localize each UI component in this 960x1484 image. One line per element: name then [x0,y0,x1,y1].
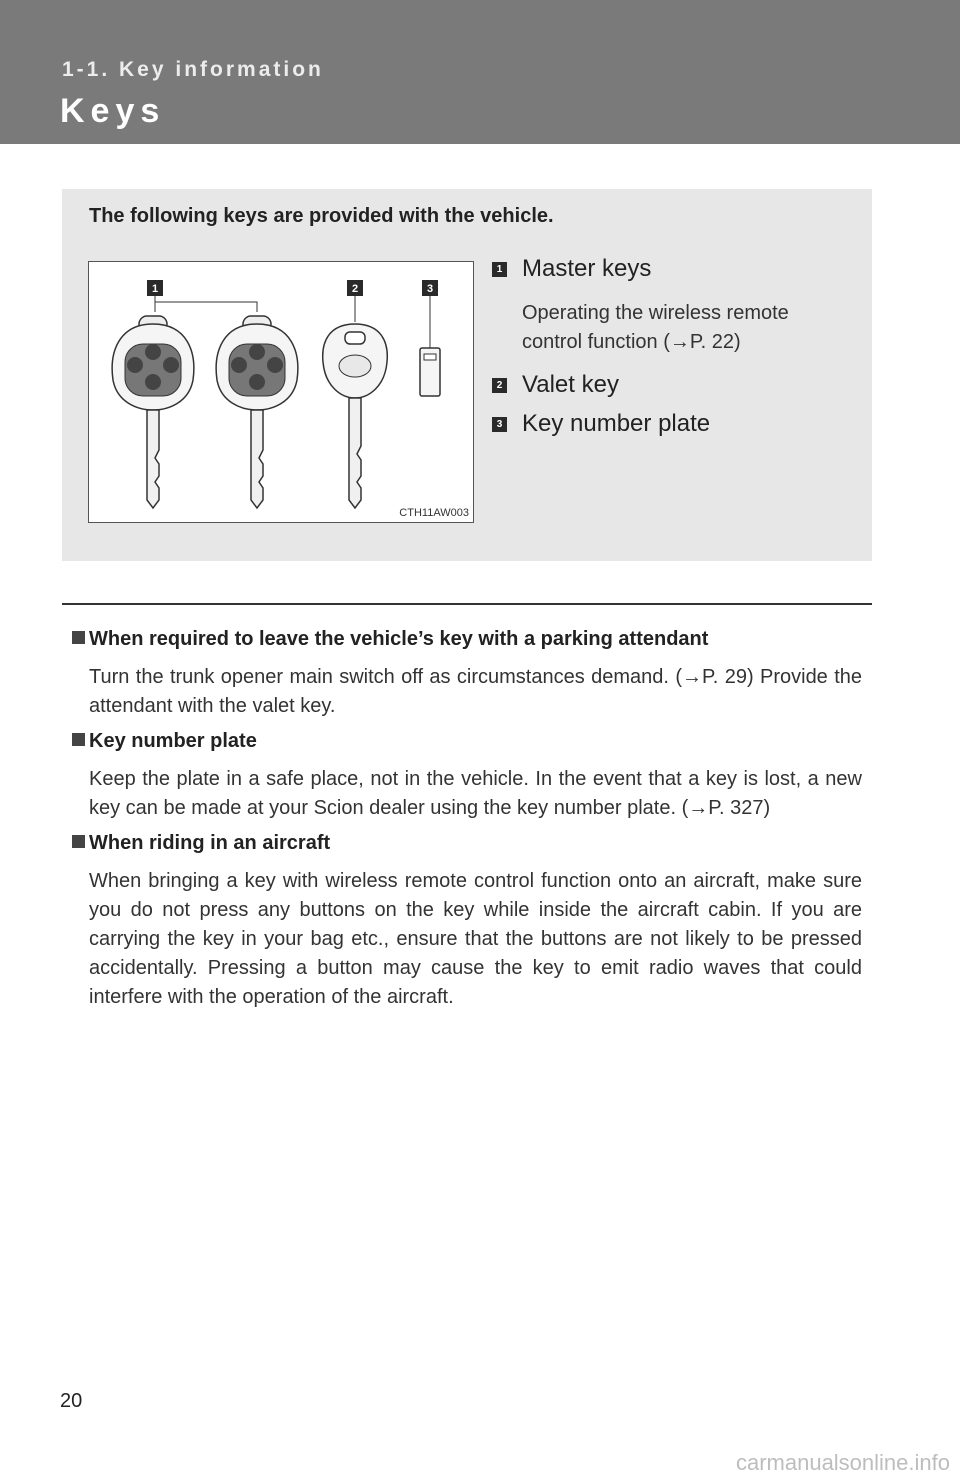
note-heading [72,730,862,753]
figure-code: CTH11AW003 [399,507,469,519]
master-key-1 [112,316,194,508]
callout-1: 1 [151,283,159,295]
master-key-2 [216,316,298,508]
note-heading [72,628,862,651]
number-badge-2: 2 [492,378,507,393]
note-body: When bringing a key with wireless remote control function onto an aircraft, make sure you do not press any buttons on the key while inside the aircraft cabin. If you are carrying the key in your bag etc., ensure that the buttons are not likely to be pressed accidentally. Pressing a button may cause the key to emit radio waves that could interfere with the operation of the aircraft. [89,870,862,1008]
note-body: Turn the trunk opener main switch off as circumstances demand. (→P. 29) Provide the attendant with the valet key. [89,666,862,717]
note-heading [72,832,862,855]
callout-2: 2 [351,283,359,295]
note-heading-text: Key number plate [89,730,257,752]
callout-3: 3 [426,283,434,295]
section-label: 1-1. Key information [62,58,324,81]
page-number: 20 [60,1390,83,1412]
legend-label: Valet key [522,371,619,398]
note-body: Keep the plate in a safe place, not in the vehicle. In the event that a key is lost, a new key can be made at your Scion dealer using the key number plate. (→P. 327) [89,768,862,819]
number-badge-1: 1 [492,262,507,277]
legend-description: Operating the wireless remote control function (→P. 22) [522,302,789,353]
number-badge-3: 3 [492,417,507,432]
square-bullet-icon [72,733,85,746]
square-bullet-icon [72,835,85,848]
valet-key [323,324,388,508]
intro-text: The following keys are provided with the vehicle. [89,205,554,227]
notes-section [72,628,862,1021]
square-bullet-icon [72,631,85,644]
legend-label: Key number plate [522,410,711,437]
page-header [0,0,960,144]
intro-box [62,189,872,561]
keys-drawing [89,262,473,522]
page-title: Keys [60,92,166,130]
note-heading-text: When required to leave the vehicle’s key with a parking attendant [89,628,709,650]
note-heading-text: When riding in an aircraft [89,832,331,854]
keys-illustration [88,261,474,523]
legend-label: Master keys [522,255,652,282]
section-divider [62,603,872,605]
key-number-plate [420,348,440,396]
watermark: carmanualsonline.info [735,1450,950,1475]
